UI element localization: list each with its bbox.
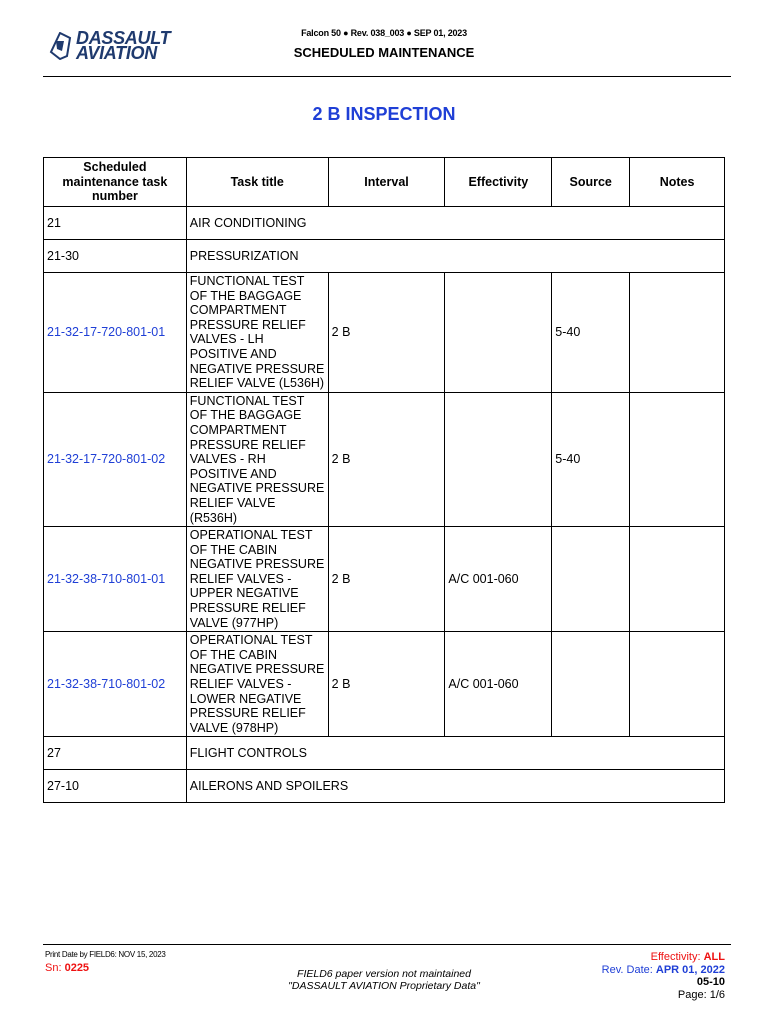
row-title: AIR CONDITIONING: [186, 207, 724, 240]
maintenance-table: [43, 157, 725, 803]
footer-meta: [602, 951, 725, 1001]
task-title: FUNCTIONAL TEST OF THE BAGGAGE COMPARTMENT PRESSURE RELIEF VALVES - LH POSITIVE AND NEGATIVE PRESSURE RELIEF VALVE (L536H): [186, 273, 328, 393]
row-title: AILERONS AND SPOILERS: [186, 770, 724, 803]
row-number: 27-10: [44, 770, 187, 803]
task-number-link[interactable]: 21-32-17-720-801-02: [44, 392, 187, 526]
task-interval: 2 B: [328, 527, 445, 632]
task-notes: [630, 273, 725, 393]
page-number: Page: 1/6: [677, 988, 725, 1001]
rev-date-value: APR 01, 2022: [655, 963, 725, 976]
page-title: 2 B INSPECTION: [312, 104, 456, 124]
col-header-notes: Notes: [630, 158, 725, 207]
col-header-effectivity: Effectivity: [445, 158, 552, 207]
task-effectivity: [445, 273, 552, 393]
task-title: OPERATIONAL TEST OF THE CABIN NEGATIVE PRESSURE RELIEF VALVES - UPPER NEGATIVE PRESSURE RELIEF VALVE (977HP): [186, 527, 328, 632]
effectivity-value: ALL: [703, 951, 725, 963]
logo-line2: AVIATION: [76, 43, 157, 63]
row-number: 21: [44, 207, 187, 240]
table-row: [44, 207, 725, 240]
task-source: 5-40: [552, 392, 630, 526]
task-effectivity: A/C 001-060: [445, 527, 552, 632]
col-header-task-title: Task title: [186, 158, 328, 207]
task-effectivity: A/C 001-060: [445, 632, 552, 737]
task-notes: [630, 392, 725, 526]
rev-date-line: [602, 964, 725, 977]
task-interval: 2 B: [328, 273, 445, 393]
serial-value: 0225: [64, 962, 90, 974]
table-row: [44, 240, 725, 273]
table-row: [44, 737, 725, 770]
print-date: Print Date by FIELD6: NOV 15, 2023: [45, 950, 166, 959]
row-number: 21-30: [44, 240, 187, 273]
task-effectivity: [445, 392, 552, 526]
table-row: [44, 527, 725, 632]
table-row: [44, 392, 725, 526]
paper-version-note: FIELD6 paper version not maintained: [297, 968, 471, 980]
table-row: [44, 273, 725, 393]
task-title: FUNCTIONAL TEST OF THE BAGGAGE COMPARTMENT PRESSURE RELIEF VALVES - RH POSITIVE AND NEGATIVE PRESSURE RELIEF VALVE (R536H): [186, 392, 328, 526]
col-header-task-number: Scheduled maintenance task number: [44, 158, 187, 207]
serial-label: Sn:: [45, 962, 62, 974]
logo-line1: DASSAULT: [76, 28, 171, 48]
header-divider: [43, 76, 731, 77]
task-number-link[interactable]: 21-32-38-710-801-02: [44, 632, 187, 737]
row-title: PRESSURIZATION: [186, 240, 724, 273]
section-heading: SCHEDULED MAINTENANCE: [293, 45, 475, 60]
col-header-source: Source: [552, 158, 630, 207]
proprietary-note: "DASSAULT AVIATION Proprietary Data": [288, 980, 480, 992]
table-header-row: [44, 158, 725, 207]
row-title: FLIGHT CONTROLS: [186, 737, 724, 770]
revision-line: Falcon 50 ● Rev. 038_003 ● SEP 01, 2023: [301, 28, 467, 38]
task-source: [552, 527, 630, 632]
task-source: 5-40: [552, 273, 630, 393]
task-number-link[interactable]: 21-32-38-710-801-01: [44, 527, 187, 632]
effectivity-label: Effectivity:: [650, 951, 701, 963]
col-header-interval: Interval: [328, 158, 445, 207]
task-source: [552, 632, 630, 737]
table-row: [44, 770, 725, 803]
rev-date-label: Rev. Date:: [601, 963, 653, 976]
task-notes: [630, 527, 725, 632]
footer-divider: [43, 944, 731, 945]
task-number-link[interactable]: 21-32-17-720-801-01: [44, 273, 187, 393]
document-number: 05-10: [696, 976, 725, 988]
task-interval: 2 B: [328, 392, 445, 526]
task-title: OPERATIONAL TEST OF THE CABIN NEGATIVE PRESSURE RELIEF VALVES - LOWER NEGATIVE PRESSURE RELIEF VALVE (978HP): [186, 632, 328, 737]
effectivity-line: [602, 951, 725, 964]
table-row: [44, 632, 725, 737]
row-number: 27: [44, 737, 187, 770]
task-notes: [630, 632, 725, 737]
task-interval: 2 B: [328, 632, 445, 737]
